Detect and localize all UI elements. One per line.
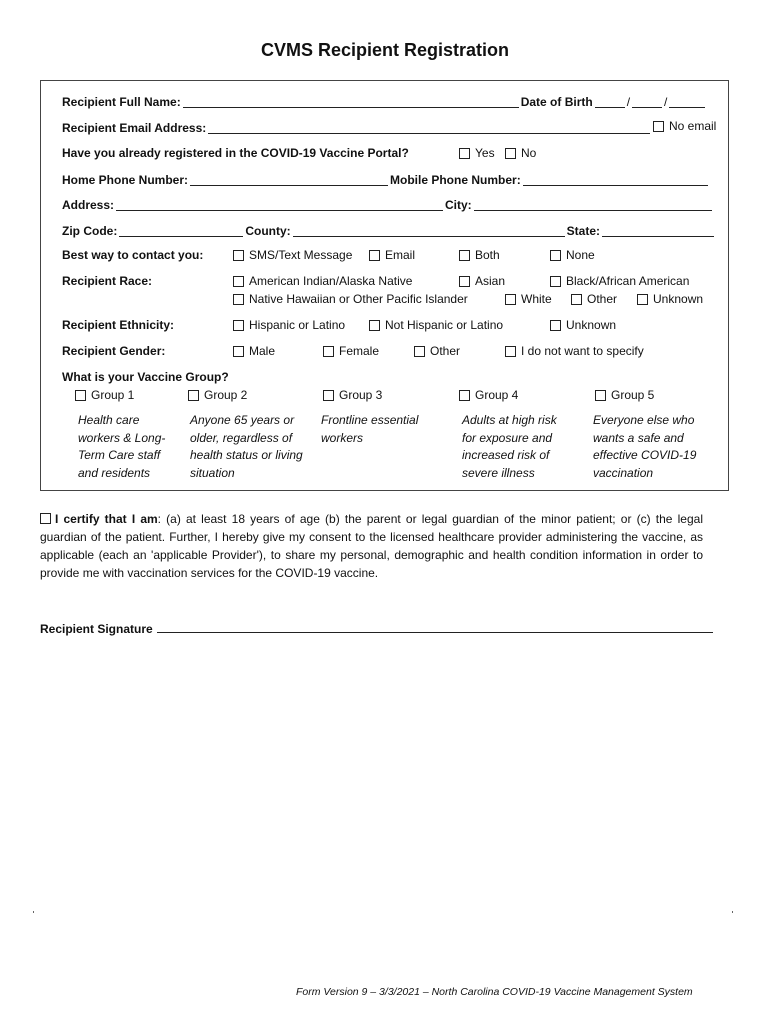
checkbox-icon[interactable] [414,346,425,357]
group-label: Group 5 [611,388,655,402]
home-phone-label: Home Phone Number: [62,173,189,187]
group-4-description: Adults at high risk for exposure and increased risk of severe illness [462,413,557,480]
county-label: County: [245,224,291,238]
scan-mark [732,911,733,913]
scan-mark [33,911,34,913]
checkbox-icon[interactable] [233,320,244,331]
option-label: Other [430,344,461,358]
gender-option-no-specify[interactable] [505,344,644,358]
checkbox-icon[interactable] [505,346,516,357]
checkbox-icon[interactable] [323,390,334,401]
ethnicity-option-hispanic[interactable] [233,318,345,332]
address-row [62,196,714,214]
checkbox-icon[interactable] [459,250,470,261]
checkbox-icon[interactable] [233,250,244,261]
email-label: Recipient Email Address: [62,121,207,135]
checkbox-icon[interactable] [188,390,199,401]
checkbox-icon[interactable] [369,320,380,331]
signature-label: Recipient Signature [40,622,153,636]
option-label: Other [587,292,618,306]
option-label: Unknown [653,292,704,306]
checkbox-icon[interactable] [595,390,606,401]
option-label: I do not want to specify [521,344,644,358]
checkbox-icon[interactable] [653,121,664,132]
state-field[interactable] [602,235,714,237]
checkbox-icon[interactable] [233,346,244,357]
no-email-option[interactable] [653,119,716,133]
no-email-label: No email [669,119,717,133]
email-row [62,119,652,137]
portal-yes-option[interactable] [459,146,495,160]
option-label: Email [385,248,416,262]
option-label: Not Hispanic or Latino [385,318,504,332]
county-field[interactable] [293,235,565,237]
group-label: Group 4 [475,388,519,402]
dob-month-field[interactable] [595,106,625,108]
group-5-option[interactable] [595,388,654,402]
portal-no-option[interactable] [505,146,536,160]
certify-body: : (a) at least 18 years of age (b) the parent or legal guardian of the minor patient; or (c) the legal guardian of the patient. Further, I hereby give my consent to the licensed healthcare provider administering the vaccine, as applicable (each an 'applicable Provider'), to share my personal, demographic and health condition information in order to provide me with vaccination services for the COVID-19 vaccine. [40,512,703,580]
full-name-label: Recipient Full Name: [62,95,181,109]
city-field[interactable] [474,209,712,211]
group-4-option[interactable] [459,388,518,402]
checkbox-icon[interactable] [75,390,86,401]
checkbox-icon[interactable] [233,276,244,287]
form-title: CVMS Recipient Registration [260,40,510,60]
group-2-description: Anyone 65 years or older, regardless of health status or living situation [190,413,303,480]
yes-label: Yes [475,146,495,160]
dob-year-field[interactable] [669,106,705,108]
zip-row [62,222,716,240]
signature-field[interactable] [157,631,713,633]
checkbox-icon[interactable] [505,148,516,159]
race-option-asian[interactable] [459,274,505,288]
gender-option-female[interactable] [323,344,379,358]
contact-option-email[interactable] [369,248,415,262]
contact-option-sms[interactable] [233,248,352,262]
certification-paragraph [40,510,703,582]
checkbox-icon[interactable] [637,294,648,305]
gender-option-male[interactable] [233,344,275,358]
home-phone-field[interactable] [190,184,388,186]
dob-day-field[interactable] [632,106,662,108]
contact-option-none[interactable] [550,248,595,262]
portal-question: Have you already registered in the COVID-19 Vaccine Portal? [62,146,409,160]
email-field[interactable] [208,132,650,134]
group-1-option[interactable] [75,388,134,402]
certify-lead: I certify that I am [55,512,158,526]
vaccine-group-label: What is your Vaccine Group? [62,370,229,384]
dob-label: Date of Birth [520,95,593,109]
group-label: Group 2 [204,388,248,402]
checkbox-icon[interactable] [571,294,582,305]
option-label: Male [249,344,276,358]
checkbox-icon[interactable] [233,294,244,305]
form-footer: Form Version 9 – 3/3/2021 – North Carolina COVID-19 Vaccine Management System [296,986,693,998]
race-label: Recipient Race: [62,274,153,288]
race-option-american-indian[interactable] [233,274,412,288]
option-label: Both [475,248,500,262]
group-label: Group 3 [339,388,383,402]
option-label: Unknown [566,318,617,332]
race-option-black[interactable] [550,274,689,288]
checkbox-icon[interactable] [459,148,470,159]
zip-label: Zip Code: [62,224,118,238]
ethnicity-option-unknown[interactable] [550,318,616,332]
signature-row [40,622,715,636]
full-name-field[interactable] [183,106,519,108]
option-label: Hispanic or Latino [249,318,346,332]
option-label: None [566,248,595,262]
group-2-option[interactable] [188,388,247,402]
mobile-phone-label: Mobile Phone Number: [390,173,521,187]
checkbox-icon[interactable] [550,250,561,261]
option-label: White [521,292,552,306]
group-label: Group 1 [91,388,135,402]
zip-field[interactable] [119,235,243,237]
gender-label: Recipient Gender: [62,344,166,358]
race-option-pacific-islander[interactable] [233,292,468,306]
dob-separator: / [664,95,668,109]
checkbox-icon[interactable] [323,346,334,357]
group-3-option[interactable] [323,388,382,402]
option-label: Black/African American [566,274,690,288]
group-5-description: Everyone else who wants a safe and effective COVID-19 vaccination [593,413,697,480]
contact-label: Best way to contact you: [62,248,204,262]
checkbox-icon[interactable] [459,276,470,287]
option-label: Female [339,344,380,358]
contact-option-both[interactable] [459,248,500,262]
checkbox-icon[interactable] [459,390,470,401]
checkbox-icon[interactable] [505,294,516,305]
checkbox-icon[interactable] [550,320,561,331]
race-option-unknown[interactable] [637,292,703,306]
race-option-white[interactable] [505,292,552,306]
option-label: Native Hawaiian or Other Pacific Islander [249,292,468,306]
group-3-description: Frontline essential workers [321,413,419,445]
option-label: SMS/Text Message [249,248,353,262]
phone-row [62,171,710,189]
ethnicity-option-not-hispanic[interactable] [369,318,503,332]
address-field[interactable] [116,209,443,211]
checkbox-icon[interactable] [369,250,380,261]
group-1-description: Health care workers & Long-Term Care staff and residents [78,413,166,480]
state-label: State: [566,224,600,238]
gender-option-other[interactable] [414,344,460,358]
address-label: Address: [62,198,115,212]
race-option-other[interactable] [571,292,617,306]
option-label: American Indian/Alaska Native [249,274,413,288]
full-name-row [62,93,707,111]
ethnicity-label: Recipient Ethnicity: [62,318,175,332]
checkbox-icon[interactable] [550,276,561,287]
dob-separator: / [626,95,631,109]
option-label: Asian [475,274,506,288]
mobile-phone-field[interactable] [523,184,708,186]
no-label: No [521,146,537,160]
city-label: City: [445,198,472,212]
certify-checkbox[interactable] [40,513,51,524]
